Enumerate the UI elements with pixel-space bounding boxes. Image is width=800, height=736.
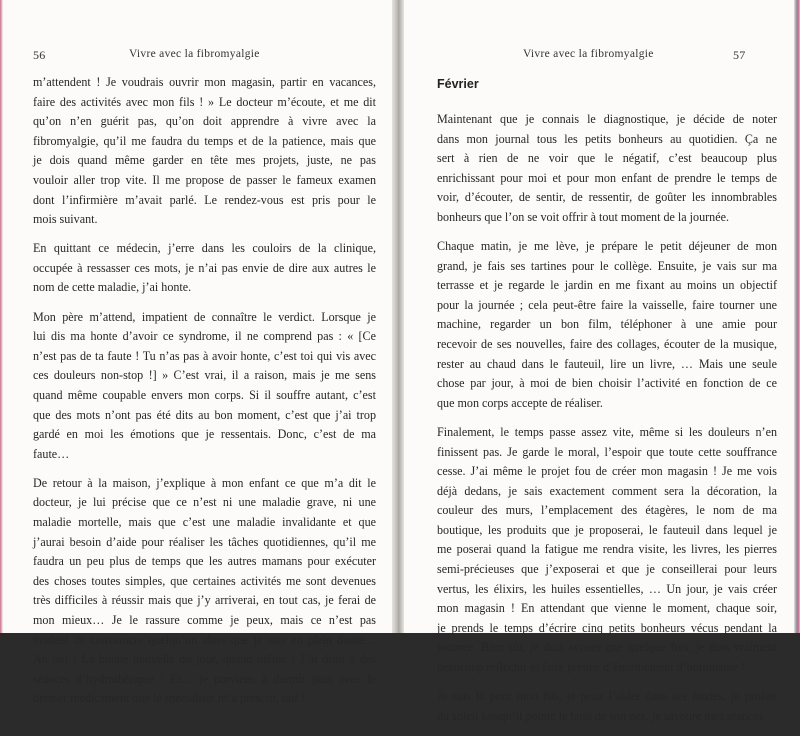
text-line: De retour à la maison, j’explique à mon enfant ce que m’a dit le [33,475,376,490]
text-line: faute… [33,446,70,461]
text-line: du soleil lorsqu’il pointe le bout de son nez, je savoure mes séances [437,708,764,723]
text-line: très difficiles à réussir mais que j’y arriverai, en tout cas, je ferai de [33,593,376,608]
text-line: des choses toutes simples, que certaines activités me sont devenues [33,573,376,588]
text-line: que mon corps accepte de réaliser. [437,395,603,410]
text-line: machine, regarder un bon film, téléphoner à une amie pour [437,317,777,332]
text-line: vouloir aller trop vite. Il me propose de passer le fameux examen [33,172,376,187]
text-line: dont l’infirmière m’avait parlé. Le rendez-vous est pris pour le [33,192,376,207]
text-line: Je suis là pour mon fils, je peux l’aider dans ses études, je profite [437,689,777,704]
text-line: fibromyalgie, qu’il me faudra du temps et de la patience, mais que [33,133,376,148]
text-line: maladie mortelle, mais que c’est une maladie invalidante et que [33,514,376,529]
text-line: évident de convaincre quelqu’un alors que je suis en plein doute… [33,632,376,647]
left-body-text [33,73,376,718]
text-line: finissent pas. Je garde le moral, l’espoir que toute cette souffrance [437,444,777,459]
text-line: j’aurai besoin d’aide pour réaliser les tâches quotidiennes, qu’il me [33,534,376,549]
text-line: cesse. J’ai même le projet fou de créer mon magasin ! Je me vois [437,464,777,479]
text-line: Chaque matin, je me lève, je prépare le petit déjeuner de mon [437,239,777,254]
text-line: docteur, je lui précise que ce n’est ni une maladie grave, ni une [33,495,376,510]
text-line: mon mieux… Je le rassure comme je peux, mais ce n’est pas [33,612,376,627]
text-line: terrasse et je regarde le jardin en me fixant au moins un objectif [437,278,777,293]
text-line: sert à rien de ne voir que le négatif, c’est beaucoup plus [437,151,777,166]
paragraph [33,474,376,709]
text-line: voir, d’écouter, de sentir, de ressentir, de goûter les innombrables [437,190,777,205]
text-line: couleur des murs, l’emplacement des étagères, le nom de ma [437,503,777,518]
right-body-text [437,110,777,736]
right-page-number: 57 [733,48,746,62]
text-line: lui dis ma honte d’avoir ce syndrome, il ne comprend pas : « [Ce [33,329,376,344]
text-line: Maintenant que je connais le diagnostique, je décide de noter [437,112,777,126]
page-edge [794,0,800,633]
text-line: grand, je fais ses tartines pour le collège. Ensuite, je vais sur ma [437,258,777,273]
text-line: occupée à ressasser ces mots, je n’ai pas envie de dire aux autres le [33,260,376,275]
text-line: faudra un peu plus de temps que les autres mamans pour exécuter [33,554,376,569]
paragraph [437,687,777,726]
text-line: quand même coupable envers mon corps. Si il souffre autant, c’est [33,387,376,402]
text-line: enrichissant pour moi et pour mon enfant de prendre le temps de [437,170,777,185]
text-line: dans mon journal tous les petits bonheurs au quotidien. Ça ne [437,131,777,146]
text-line: dernier médicament que le spécialiste m’a prescrit, ouf ! [33,691,306,706]
text-line: n’est pas de ta faute ! Tu n’as pas à avoir honte, c’est toi qui vis avec [33,348,376,363]
paragraph [437,237,777,413]
left-running-head: Vivre avec la fibromyalgie [129,48,260,60]
paragraph [437,423,777,678]
text-line: chose par jour, à moi de bien choisir l’activité en fonction de ce [437,376,777,391]
text-line: mois suivant. [33,212,98,227]
left-page-number: 56 [33,48,46,62]
text-line: Finalement, le temps passe assez vite, même si les douleurs n’en [437,424,777,439]
text-line: Mon père m’attend, impatient de connaître le verdict. Lorsque je [33,309,376,324]
text-line: semi-précieuses que j’exposerai et que je conseillerai pour leurs [437,562,777,577]
text-line: séances d’hydrothérapie ! Et… je parviens à dormir plus avec le [33,671,376,686]
text-line: je dois quand même garder en tête mes projets, juste, ne pas [33,153,376,168]
book-gutter [392,0,404,633]
text-line: journée. Bien sûr, je dois avouer que quelque fois, je dois vraiment [437,640,777,655]
paragraph [33,239,376,298]
paragraph [33,73,376,230]
text-line: gardé en moi les émotions que je ressentais. Donc, c’est de ma [33,427,376,442]
text-line: En quittant ce médecin, j’erre dans les couloirs de la clinique, [33,241,376,256]
text-line: m’attendent ! Je voudrais ouvrir mon magasin, partir en vacances, [33,75,376,89]
text-line: nom de cette maladie, j’ai honte. [33,280,192,295]
paragraph [33,308,376,465]
text-line: vertus, les élixirs, les huiles essentielles, … Un jour, je vais créer [437,581,777,596]
text-line: que des mots n’ont pas été dits au bon moment, c’est que j’ai trop [33,407,376,422]
text-line: faire des activités avec mon fils ! » Le docteur m’écoute, et me dit [33,94,376,109]
paragraph [437,110,777,228]
text-line: mon magasin ! En attendant que vienne le moment, chaque soir, [437,601,777,616]
right-page [404,0,794,723]
text-line: bonheurs que l’on se voit offrir à tout moment de la journée. [437,209,729,224]
text-line: rester au chaud dans le fauteuil, lire un livre, … Mais une seule [437,356,777,371]
page-edge [0,0,3,633]
text-line: qu’on n’en guérit pas, qu’on doit apprendre à vivre avec la [33,114,376,129]
right-running-head: Vivre avec la fibromyalgie [523,48,654,60]
text-line: déjà dedans, je sais exactement comment sera la décoration, la [437,483,777,498]
text-line: recevoir de ses nouvelles, faire des collages, écouter de la musique, [437,337,777,352]
text-line: je prends le temps d’écrire cinq petits bonheurs vécus pendant la [437,620,777,635]
text-line: pour la journée ; cela peut-être faire la vaisselle, faire tourner une [437,297,777,312]
text-line: ces douleurs non-stop !] » C’est vrai, il a raison, mais je me sens [33,368,376,383]
text-line: Ah oui ! La bonne nouvelle du jour, quand même ! J’ai droit à des [33,652,376,667]
text-line: me poserai quand la fatigue me rendra visite, les livres, les pierres [437,542,777,557]
text-line: boutique, les produits que je proposerai, le fauteuil dans lequel je [437,522,777,537]
left-page [0,0,392,706]
text-line: beaucoup réfléchir et faire preuve d’énormément d’optimisme ! [437,660,745,675]
chapter-heading: Février [437,77,479,91]
